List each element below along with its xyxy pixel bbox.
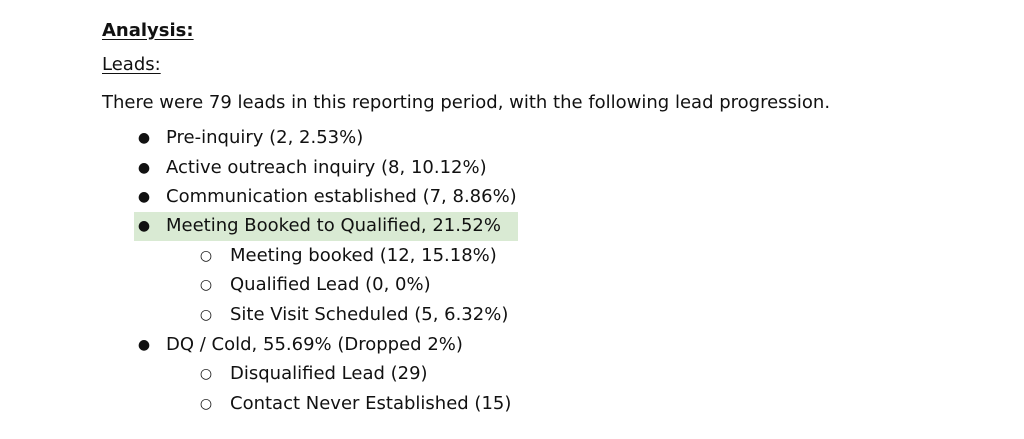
- bullet-hollow-icon: ○: [199, 366, 213, 382]
- list-item-text: Meeting Booked to Qualified, 21.52%: [166, 215, 501, 236]
- bullet-filled-icon: ●: [137, 218, 151, 234]
- bullet-filled-icon: ●: [137, 130, 151, 146]
- list-item-text: Site Visit Scheduled (5, 6.32%): [230, 304, 509, 325]
- list-item-text: DQ / Cold, 55.69% (Dropped 2%): [166, 334, 463, 355]
- list-item-text: Communication established (7, 8.86%): [166, 186, 517, 207]
- bullet-hollow-icon: ○: [199, 396, 213, 412]
- bullet-hollow-icon: ○: [199, 248, 213, 264]
- list-item-text: Pre-inquiry (2, 2.53%): [166, 127, 364, 148]
- bullet-filled-icon: ●: [137, 189, 151, 205]
- analysis-heading: Analysis:: [102, 20, 194, 41]
- list-item-text: Active outreach inquiry (8, 10.12%): [166, 157, 487, 178]
- bullet-hollow-icon: ○: [199, 307, 213, 323]
- bullet-hollow-icon: ○: [199, 277, 213, 293]
- intro-paragraph: There were 79 leads in this reporting period, with the following lead progression.: [102, 92, 831, 113]
- list-item-text: Disqualified Lead (29): [230, 363, 428, 384]
- list-item-text: Qualified Lead (0, 0%): [230, 274, 431, 295]
- list-item-text: Meeting booked (12, 15.18%): [230, 245, 497, 266]
- leads-subheading: Leads:: [102, 54, 161, 75]
- bullet-filled-icon: ●: [137, 160, 151, 176]
- bullet-filled-icon: ●: [137, 337, 151, 353]
- list-item-text: Contact Never Established (15): [230, 393, 512, 414]
